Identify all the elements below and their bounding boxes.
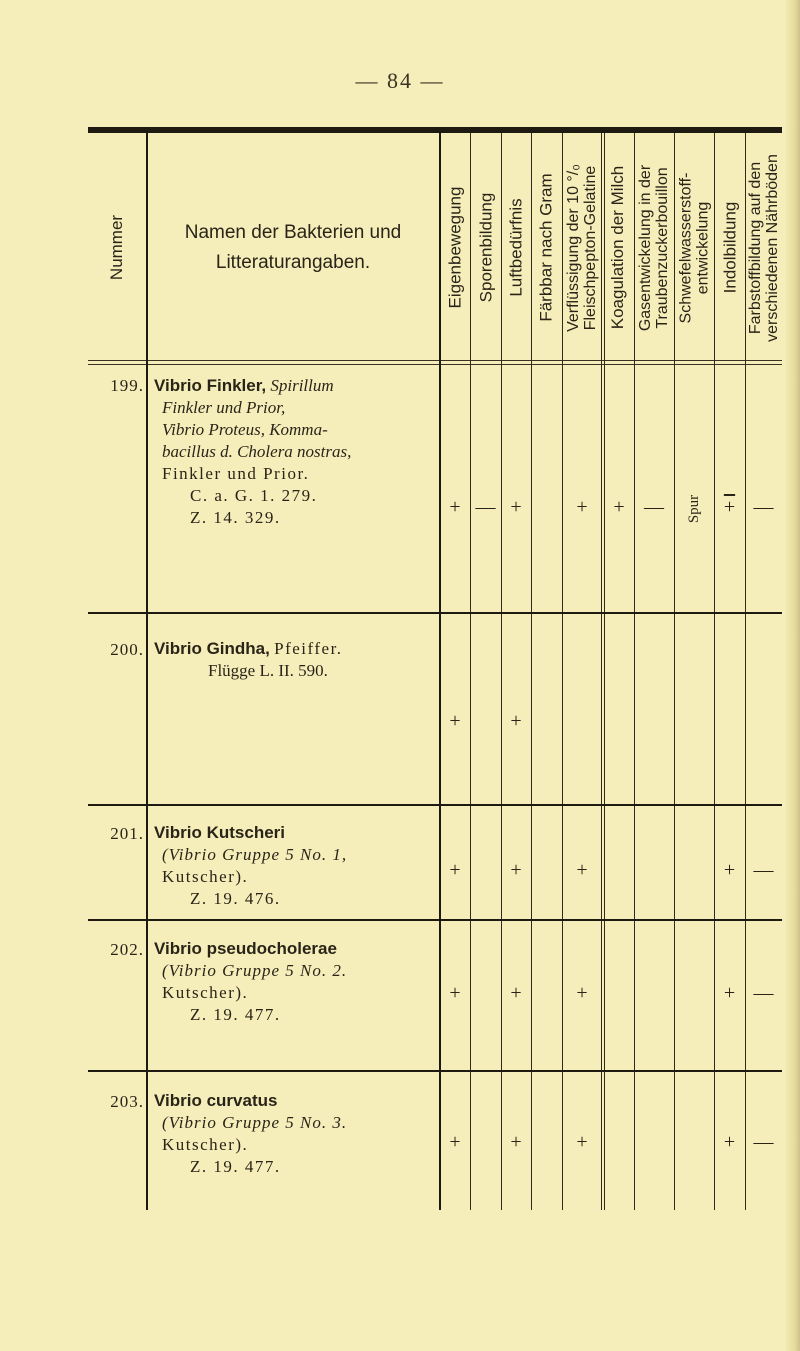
cell-luftbeduerfnis: + (510, 982, 522, 1004)
cell-indol: + (723, 496, 736, 518)
row-separator (88, 919, 782, 921)
header-farbstoffbildung: Farbstoffbildung auf den verschiedenen Nährböden (746, 153, 781, 342)
column-divider (470, 133, 471, 1210)
column-divider (531, 133, 532, 1210)
column-divider (146, 133, 148, 1210)
column-divider (501, 133, 502, 1210)
header-schwefelwasserstoff: Schwefelwasserstoff- entwickelung (677, 172, 711, 323)
cell-farbstoff: — (753, 496, 774, 518)
row-separator (88, 1070, 782, 1072)
header-sporenbildung: Sporenbildung (476, 192, 495, 303)
column-divider (601, 133, 602, 1210)
column-divider (634, 133, 635, 1210)
row-separator (88, 612, 782, 614)
header-gasentwickelung: Gasentwickelung in der Traubenzuckerbouillon (637, 164, 671, 331)
cell-farbstoff: — (753, 1131, 774, 1153)
row-number: 201. (110, 824, 144, 843)
cell-sporenbildung: — (475, 496, 496, 518)
cell-eigenbewegung: + (449, 982, 461, 1004)
header-separator (88, 360, 782, 365)
row-number: 202. (110, 940, 144, 959)
column-divider (745, 133, 746, 1210)
page-edge-shadow (786, 0, 800, 1351)
row-separator (88, 804, 782, 806)
row-name: Vibrio Gindha, Pfeiffer. Flügge L. II. 590. (154, 639, 343, 680)
header-verfluessigung-gelatine: Verflüssigung der 10 °/₀ Fleischpepton-Gelatine (565, 163, 599, 332)
cell-luftbeduerfnis: + (510, 710, 522, 732)
header-indolbildung: Indolbildung (720, 201, 740, 294)
header-eigenbewegung: Eigenbewegung (445, 186, 465, 309)
cell-gelatine: + (576, 496, 588, 518)
row-name: Vibrio Finkler, Spirillum Finkler und Prior, Vibrio Proteus, Komma- bacillus d. Cholera nostras, Finkler und Prior. C. a. G. 1. 279. Z. 14. 329. (154, 376, 352, 527)
cell-luftbeduerfnis: + (510, 496, 522, 518)
header-name: Namen der Bakterien und Litteraturangaben. (184, 221, 402, 273)
header-koagulation-milch: Koagulation der Milch (608, 165, 628, 330)
cell-milch: + (613, 496, 625, 518)
header-number: Nummer (107, 214, 127, 281)
cell-gelatine: + (576, 982, 588, 1004)
cell-schwefelwasserstoff: Spur (686, 494, 702, 524)
column-divider (562, 133, 563, 1210)
cell-eigenbewegung: + (449, 496, 461, 518)
cell-indol: + (723, 1131, 736, 1153)
row-number: 199. (110, 376, 144, 395)
row-number: 203. (110, 1092, 144, 1111)
cell-farbstoff: — (753, 859, 774, 881)
row-name: Vibrio pseudocholerae (Vibrio Gruppe 5 No. 2. Kutscher). Z. 19. 477. (154, 939, 348, 1024)
header-faerbbar-gram: Färbbar nach Gram (537, 173, 556, 322)
row-name: Vibrio curvatus (Vibrio Gruppe 5 No. 3. Kutscher). Z. 19. 477. (154, 1091, 348, 1176)
row-name: Vibrio Kutscheri (Vibrio Gruppe 5 No. 1, Kutscher). Z. 19. 476. (154, 823, 348, 908)
row-number: 200. (110, 640, 144, 659)
cell-indol: + (723, 982, 736, 1004)
column-divider (604, 133, 605, 1210)
header-luftbeduerfnis: Luftbedürfnis (506, 198, 526, 297)
cell-eigenbewegung: + (449, 710, 461, 732)
column-divider (674, 133, 675, 1210)
cell-luftbeduerfnis: + (510, 1131, 522, 1153)
column-divider (714, 133, 715, 1210)
cell-gelatine: + (576, 859, 588, 881)
cell-indol: + (723, 859, 736, 881)
cell-farbstoff: — (753, 982, 774, 1004)
cell-eigenbewegung: + (449, 859, 461, 881)
column-divider (439, 133, 441, 1210)
cell-eigenbewegung: + (449, 1131, 461, 1153)
cell-gas: — (644, 496, 664, 518)
cell-luftbeduerfnis: + (510, 859, 522, 881)
page-number: — 84 — (355, 68, 445, 93)
cell-gelatine: + (576, 1131, 588, 1153)
